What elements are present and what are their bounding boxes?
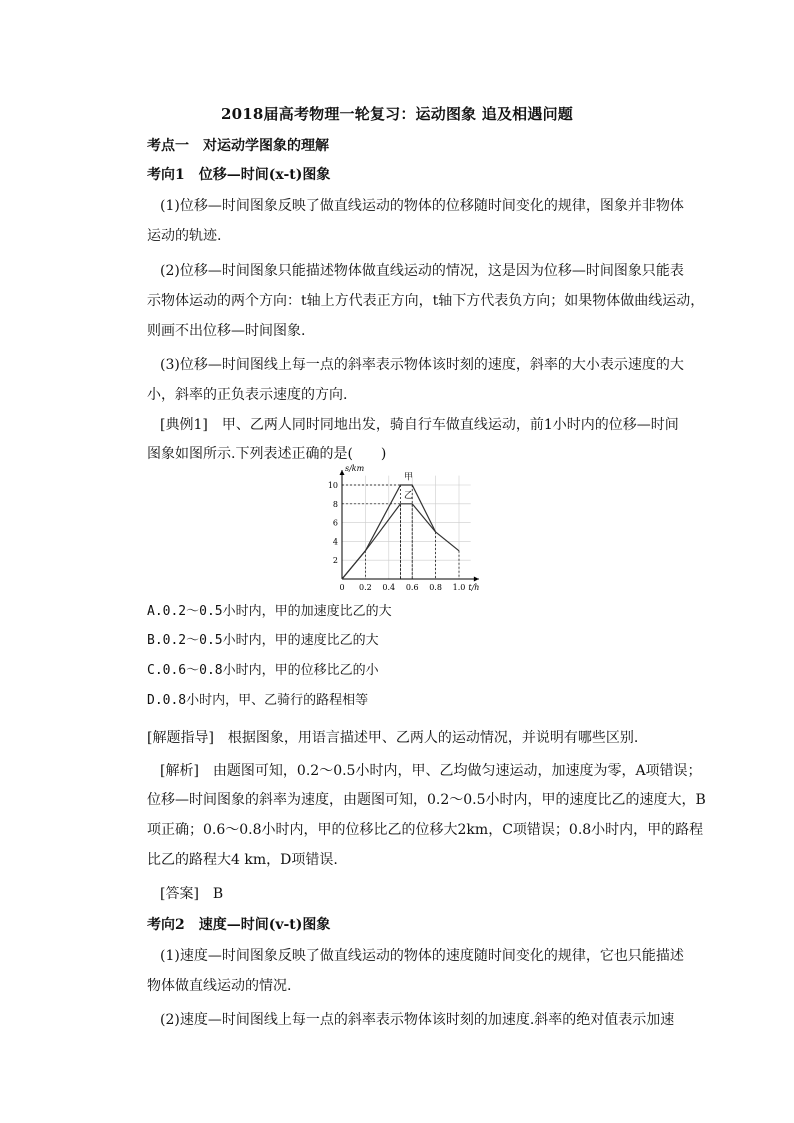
y-tick-label: 10	[327, 481, 338, 490]
option-d: D.0.8小时内，甲、乙骑行的路程相等	[147, 693, 369, 708]
para1-line2: 运动的轨迹.	[147, 228, 222, 244]
example-line2: 图象如图所示.下列表述正确的是( )	[147, 446, 387, 462]
solution-line2: 位移—时间图象的斜率为速度，由题图可知，0.2～0.5小时内，甲的速度比乙的速度大，B	[147, 792, 706, 808]
series-label: 甲	[404, 472, 414, 483]
x-tick-label: 0.6	[405, 583, 419, 592]
para2-line3: 则画不出位移—时间图象.	[147, 323, 306, 339]
y-tick-label: 6	[332, 518, 338, 528]
option-b: B.0.2～0.5小时内，甲的速度比乙的大	[147, 633, 379, 648]
x-tick-label: 0.4	[382, 583, 396, 592]
y-axis-label: s/km	[345, 463, 365, 473]
solution-line3: 项正确；0.6～0.8小时内，甲的位移比乙的位移大2km，C项错误；0.8小时内，甲的路程	[147, 822, 704, 838]
y-tick-label: 4	[332, 537, 338, 547]
y-axis-arrow	[340, 470, 345, 475]
subheading-xt: 考向1 位移—时间(x-t)图象	[147, 167, 331, 183]
xt-chart	[320, 463, 495, 600]
para2-line2: 示物体运动的两个方向：t轴上方代表正方向，t轴下方代表负方向；如果物体做曲线运动，	[147, 293, 705, 309]
chart-ticks	[328, 481, 466, 592]
x-axis-arrow	[474, 577, 479, 582]
para3-line1: (3)位移—时间图线上每一点的斜率表示物体该时刻的速度，斜率的大小表示速度的大	[160, 357, 684, 373]
chart-axes	[340, 470, 479, 582]
para2-line1: (2)位移—时间图象只能描述物体做直线运动的情况，这是因为位移—时间图象只能表	[160, 263, 684, 279]
x-tick-label: 0	[339, 583, 345, 592]
x-tick-label: 1.0	[452, 583, 466, 592]
solution-line4: 比乙的路程大4 km，D项错误.	[147, 852, 338, 868]
y-tick-label: 2	[332, 556, 338, 566]
para3-line2: 小，斜率的正负表示速度的方向.	[147, 387, 348, 403]
vt-para1-line1: (1)速度—时间图象反映了做直线运动的物体的速度随时间变化的规律，它也只能描述	[160, 948, 684, 964]
page-title: 2018届高考物理一轮复习：运动图象 追及相遇问题	[221, 105, 573, 123]
solution-line1: [解析] 由题图可知，0.2～0.5小时内，甲、乙均做匀速运动，加速度为零，A项错误；	[160, 763, 702, 779]
answer: [答案] B	[160, 886, 224, 902]
section-heading: 考点一 对运动学图象的理解	[147, 138, 329, 154]
y-tick-label: 8	[332, 499, 338, 509]
example-line1: [典例1] 甲、乙两人同时同地出发，骑自行车做直线运动，前1小时内的位移—时间	[160, 417, 679, 433]
option-a: A.0.2～0.5小时内，甲的加速度比乙的大	[147, 604, 392, 619]
x-tick-label: 0.2	[359, 583, 372, 592]
chart-svg	[320, 463, 495, 600]
option-c: C.0.6～0.8小时内，甲的位移比乙的小	[147, 663, 379, 678]
x-axis-label: t/h	[468, 583, 480, 592]
series-label: 乙	[404, 491, 414, 502]
solution-guide: [解题指导] 根据图象，用语言描述甲、乙两人的运动情况，并说明有哪些区别.	[147, 730, 639, 746]
vt-para1-line2: 物体做直线运动的情况.	[147, 978, 292, 994]
vt-para2-line1: (2)速度—时间图线上每一点的斜率表示物体该时刻的加速度.斜率的绝对值表示加速	[160, 1012, 675, 1028]
subheading-vt: 考向2 速度—时间(v-t)图象	[147, 917, 331, 933]
para1-line1: (1)位移—时间图象反映了做直线运动的物体的位移随时间变化的规律，图象并非物体	[160, 198, 684, 214]
x-tick-label: 0.8	[429, 583, 442, 592]
